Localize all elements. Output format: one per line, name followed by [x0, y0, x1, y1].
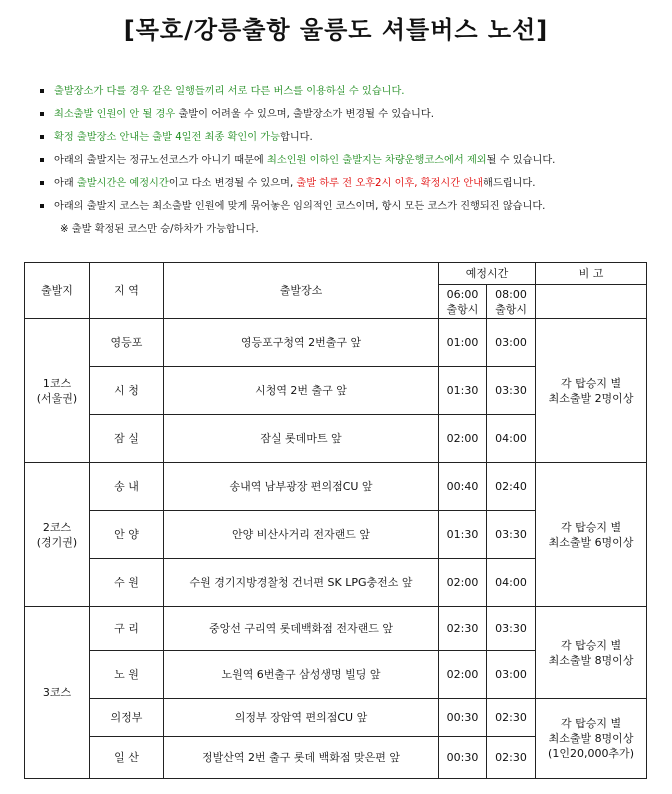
course-area: (서울권): [36, 391, 78, 405]
place-cell: 송내역 남부광장 편의점CU 앞: [164, 463, 439, 511]
notice-item: [38, 149, 663, 172]
course-name: 1코스: [42, 376, 72, 390]
time2-cell: 03:30: [487, 607, 536, 651]
dep1-time: 06:00: [446, 287, 479, 301]
sub-notice: ※ 출발 확정된 코스만 승/하차가 가능합니다.: [60, 224, 259, 235]
notice-segment: 출발장소가 다를 경우 같은 일행들끼리 서로 다른 버스를 이용하실 수 있습니다.: [54, 86, 405, 97]
time2-cell: 03:30: [487, 511, 536, 559]
time2-cell: 02:30: [487, 737, 536, 779]
time2-cell: 03:00: [487, 651, 536, 699]
place-cell: 잠실 롯데마트 앞: [164, 415, 439, 463]
notice-segment: 최소출발 인원이 안 될 경우: [54, 109, 179, 120]
notice-item: [38, 195, 663, 218]
region-cell: 시 청: [90, 367, 164, 415]
header-row: [25, 263, 647, 285]
time1-cell: 00:30: [439, 699, 487, 737]
place-cell: 정발산역 2번 출구 롯데 백화점 맞은편 앞: [164, 737, 439, 779]
time2-cell: 04:00: [487, 415, 536, 463]
header-region: 지 역: [90, 263, 164, 319]
time2-cell: 03:30: [487, 367, 536, 415]
time1-cell: 01:30: [439, 367, 487, 415]
time1-cell: 01:30: [439, 511, 487, 559]
notice-segment: 될 수 있습니다.: [486, 155, 556, 166]
table-row: [25, 699, 647, 737]
course-name: 3코스: [42, 686, 72, 699]
notice-item: [38, 80, 663, 103]
header-origin: 출발지: [25, 263, 90, 319]
region-cell: 영등포: [90, 319, 164, 367]
table-row: [25, 607, 647, 651]
remarks-line: 각 탑승지 별: [560, 376, 622, 390]
time1-cell: 02:00: [439, 559, 487, 607]
remarks-cell: [536, 463, 647, 607]
table-row: [25, 463, 647, 511]
notice-segment: 출발 하루 전 오후2시 이후, 확정시간 안내: [296, 178, 484, 189]
notice-segment: 아래: [54, 178, 77, 189]
remarks-line: 최소출발 8명이상: [548, 653, 634, 667]
page-title: [목호/강릉출항 울릉도 셔틀버스 노선]: [123, 16, 549, 44]
remarks-cell: [536, 699, 647, 779]
header-eta: 예정시간: [439, 263, 536, 285]
notice-item: [38, 126, 663, 149]
region-cell: 노 원: [90, 651, 164, 699]
remarks-line: (1인20,000추가): [548, 747, 634, 760]
notice-segment: 해드립니다.: [483, 178, 536, 189]
header-dep1: [439, 285, 487, 319]
time1-cell: 00:40: [439, 463, 487, 511]
remarks-line: 각 탑승지 별: [560, 638, 622, 652]
course-cell: [25, 319, 90, 463]
course-area: (경기권): [36, 535, 78, 549]
time2-cell: 02:30: [487, 699, 536, 737]
notice-segment: 최소인원 이하인 출발지는 차량운행코스에서 제외: [267, 155, 487, 166]
course-name: 2코스: [42, 520, 72, 534]
remarks-line: 최소출발 2명이상: [548, 391, 634, 405]
remarks-cell: [536, 319, 647, 463]
time1-cell: 01:00: [439, 319, 487, 367]
remarks-line: 각 탑승지 별: [560, 717, 622, 730]
place-cell: 의정부 장암역 편의점CU 앞: [164, 699, 439, 737]
time1-cell: 02:00: [439, 651, 487, 699]
region-cell: 의정부: [90, 699, 164, 737]
time2-cell: 04:00: [487, 559, 536, 607]
notice-segment: 아래의 출발지 코스는 최소출발 인원에 맞게 묶어놓은 임의적인 코스이며, 항시 모든 코스가 진행되진 않습니다.: [54, 201, 546, 212]
time1-cell: 00:30: [439, 737, 487, 779]
place-cell: 수원 경기지방경찰청 건너편 SK LPG충전소 앞: [164, 559, 439, 607]
notice-segment: 확정 출발장소 안내는 출발 4일전 최종 확인이 가능: [54, 132, 280, 143]
place-cell: 시청역 2번 출구 앞: [164, 367, 439, 415]
region-cell: 수 원: [90, 559, 164, 607]
place-cell: 중앙선 구리역 롯데백화점 전자랜드 앞: [164, 607, 439, 651]
dep2-time: 08:00: [495, 287, 527, 301]
region-cell: 안 양: [90, 511, 164, 559]
region-cell: 구 리: [90, 607, 164, 651]
region-cell: 잠 실: [90, 415, 164, 463]
header-place: 출발장소: [164, 263, 439, 319]
notice-segment: 아래의 출발지는 정규노선코스가 아니기 때문에: [54, 155, 268, 166]
place-cell: 영등포구청역 2번출구 앞: [164, 319, 439, 367]
dep2-label: 출항시: [495, 302, 527, 316]
dep1-label: 출항시: [446, 302, 479, 316]
notice-segment: 이고 다소 변경될 수 있으며,: [168, 178, 297, 189]
notice-segment: 출발이 어려울 수 있으며, 출발장소가 변경될 수 있습니다.: [178, 109, 434, 120]
table-row: [25, 319, 647, 367]
region-cell: 일 산: [90, 737, 164, 779]
remarks-cell: [536, 607, 647, 699]
time2-cell: 02:40: [487, 463, 536, 511]
remarks-line: 최소출발 6명이상: [548, 535, 634, 549]
time1-cell: 02:00: [439, 415, 487, 463]
remarks-line: 각 탑승지 별: [560, 520, 622, 534]
shuttle-schedule-table: [24, 262, 647, 779]
place-cell: 노원역 6번출구 삼성생명 빌딩 앞: [164, 651, 439, 699]
header-remarks-blank: [536, 285, 647, 319]
place-cell: 안양 비산사거리 전자랜드 앞: [164, 511, 439, 559]
notice-item: [38, 172, 663, 195]
course-cell: [25, 607, 90, 779]
course-cell: [25, 463, 90, 607]
time2-cell: 03:00: [487, 319, 536, 367]
notice-segment: 출발시간은 예정시간: [76, 178, 169, 189]
notice-list: [38, 80, 663, 241]
notice-item: [38, 103, 663, 126]
region-cell: 송 내: [90, 463, 164, 511]
time1-cell: 02:30: [439, 607, 487, 651]
header-remarks: 비 고: [536, 263, 647, 285]
header-dep2: [487, 285, 536, 319]
remarks-line: 최소출발 8명이상: [548, 732, 634, 745]
notice-segment: 합니다.: [279, 132, 313, 143]
